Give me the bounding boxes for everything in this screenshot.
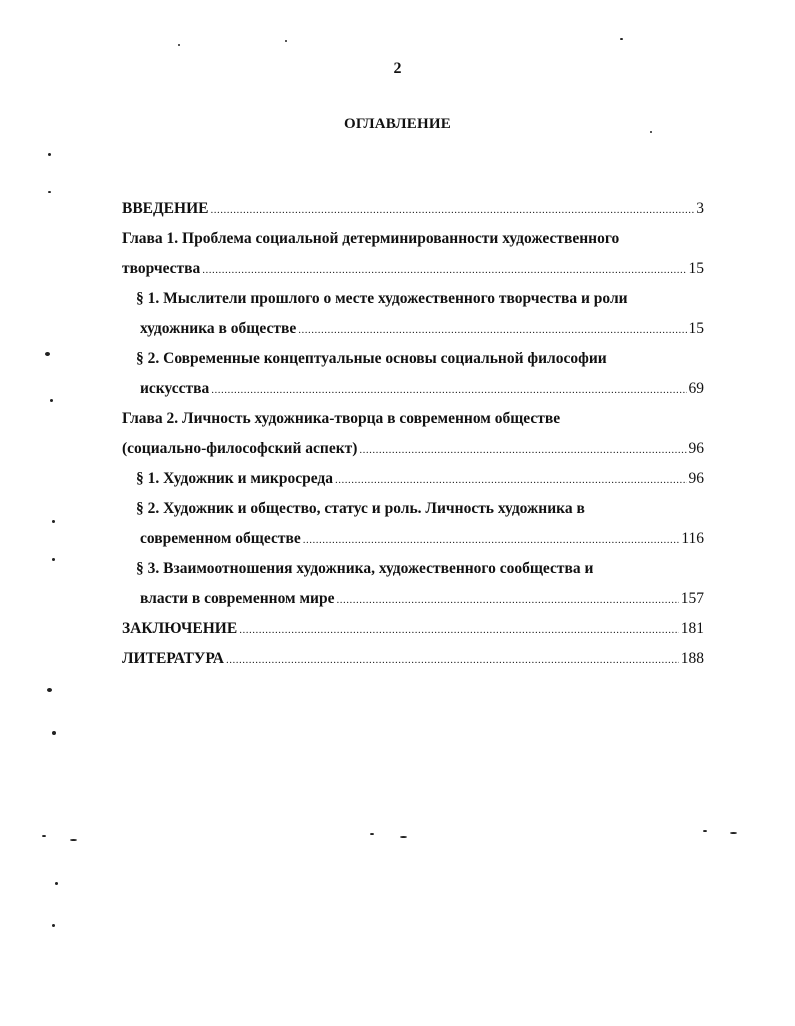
toc-entry-text: ЗАКЛЮЧЕНИЕ	[122, 620, 238, 637]
toc-page-number: 96	[688, 470, 704, 487]
leader-dots	[202, 255, 686, 285]
toc-entry-text: художника в обществе	[140, 320, 297, 337]
toc-entry-text: § 2. Художник и общество, статус и роль. Личность художника в	[136, 500, 585, 517]
toc-entry-text: Глава 1. Проблема социальной детерминированности художественного	[122, 230, 620, 247]
scan-speck	[178, 44, 180, 46]
toc-entry-ch1-section-1-line2	[122, 314, 704, 344]
leader-dots	[298, 315, 686, 345]
toc-entry-chapter-2-line1	[122, 404, 704, 434]
table-of-contents	[122, 194, 704, 674]
toc-entry-chapter-1-line2	[122, 254, 704, 284]
toc-entry-text: § 3. Взаимоотношения художника, художественного сообщества и	[136, 560, 594, 577]
toc-entry-ch1-section-2-line1	[122, 344, 704, 374]
toc-entry-chapter-2-line2	[122, 434, 704, 464]
toc-entry-ch2-section-2-line2	[122, 524, 704, 554]
leader-dots	[335, 465, 687, 495]
toc-entry-text: (социально-философский аспект)	[122, 440, 358, 457]
toc-page-number: 15	[688, 260, 704, 277]
scan-speck	[620, 38, 623, 40]
toc-entry-ch2-section-3-line2	[122, 584, 704, 614]
scan-speck	[730, 832, 737, 834]
scan-speck	[285, 40, 287, 42]
toc-entry-text: ВВЕДЕНИЕ	[122, 200, 209, 217]
toc-page-number: 96	[688, 440, 704, 457]
toc-entry-literature	[122, 644, 704, 674]
scan-speck	[52, 520, 55, 523]
toc-entry-text: творчества	[122, 260, 201, 277]
toc-entry-text: § 1. Художник и микросреда	[136, 470, 333, 487]
toc-entry-conclusion	[122, 614, 704, 644]
toc-entry-ch1-section-1-line1	[122, 284, 704, 314]
toc-entry-ch2-section-1	[122, 464, 704, 494]
scan-speck	[52, 924, 55, 927]
toc-page-number: 116	[681, 530, 704, 547]
leader-dots	[359, 435, 686, 465]
scan-speck	[48, 153, 51, 156]
scan-speck	[70, 839, 77, 841]
toc-entry-text: искусства	[140, 380, 210, 397]
scan-speck	[650, 131, 652, 133]
toc-page-number: 3	[696, 200, 704, 217]
toc-entry-text: § 1. Мыслители прошлого о месте художественного творчества и роли	[136, 290, 628, 307]
leader-dots	[226, 645, 679, 675]
toc-entry-intro	[122, 194, 704, 224]
toc-page-number: 15	[688, 320, 704, 337]
toc-entry-text: Глава 2. Личность художника-творца в современном обществе	[122, 410, 561, 427]
leader-dots	[210, 195, 694, 225]
toc-entry-ch2-section-3-line1	[122, 554, 704, 584]
toc-page-number: 69	[688, 380, 704, 397]
scan-speck	[52, 558, 55, 561]
scan-speck	[47, 688, 52, 692]
toc-entry-text: власти в современном мире	[140, 590, 335, 607]
toc-entry-chapter-1-line1	[122, 224, 704, 254]
leader-dots	[211, 375, 686, 405]
toc-entry-text: § 2. Современные концептуальные основы социальной философии	[136, 350, 607, 367]
leader-dots	[303, 525, 680, 555]
scan-speck	[45, 352, 50, 356]
scan-speck	[42, 835, 46, 837]
toc-entry-text: современном обществе	[140, 530, 301, 547]
toc-entry-ch2-section-2-line1	[122, 494, 704, 524]
page-title: ОГЛАВЛЕНИЕ	[344, 116, 451, 132]
toc-page-number: 181	[680, 620, 704, 637]
toc-entry-text: ЛИТЕРАТУРА	[122, 650, 224, 667]
toc-page-number: 157	[680, 590, 704, 607]
page-number: 2	[393, 60, 402, 77]
scan-speck	[400, 836, 407, 838]
scan-speck	[370, 833, 374, 835]
scan-speck	[50, 399, 53, 402]
scan-speck	[55, 882, 58, 885]
leader-dots	[336, 585, 678, 615]
scan-speck	[52, 731, 56, 735]
leader-dots	[239, 615, 679, 645]
scan-speck	[703, 830, 707, 832]
toc-page-number: 188	[680, 650, 704, 667]
toc-entry-ch1-section-2-line2	[122, 374, 704, 404]
scan-speck	[48, 191, 51, 193]
